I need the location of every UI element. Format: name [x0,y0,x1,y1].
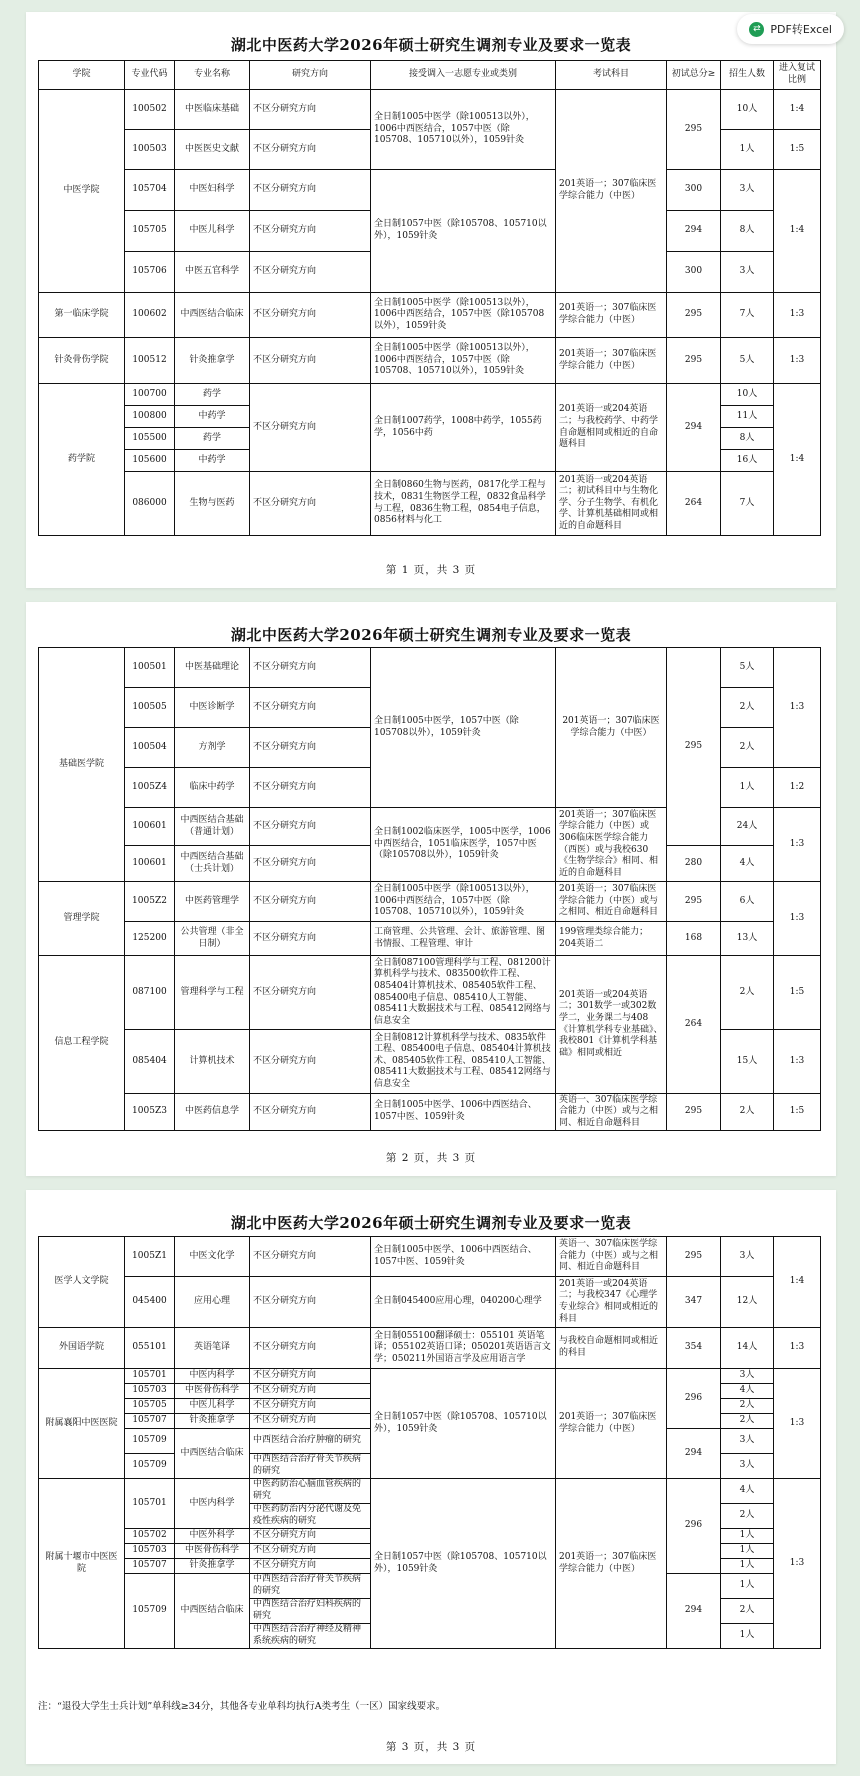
code-cell: 100602 [125,293,175,338]
direction-cell: 不区分研究方向 [250,956,371,1030]
college-cell: 附属十堰市中医医院 [39,1479,125,1649]
direction-cell: 不区分研究方向 [250,1328,371,1369]
college-cell: 第一临床学院 [39,293,125,338]
direction-cell: 中医药防治心脑血管疾病的研究 [250,1479,371,1504]
accepted-major-cell: 全日制1005中医学（除100513以外），1006中西医结合，1057中医（除105708以外），1059针灸 [371,293,556,338]
ratio-cell: 1:3 [774,648,821,768]
college-cell: 中医学院 [39,90,125,293]
quota-cell: 10人 [721,90,774,130]
major-cell: 中医内科学 [175,1479,250,1529]
exam-subject-cell: 201英语一；307临床医学综合能力（中医） [556,648,667,808]
direction-cell: 不区分研究方向 [250,1399,371,1414]
score-cell: 296 [667,1479,721,1574]
accepted-major-cell: 全日制1005中医学（除100513以外），1006中西医结合，1057中医（除105708、105710以外），1059针灸 [371,90,556,170]
code-cell: 105705 [125,211,175,252]
direction-cell: 不区分研究方向 [250,688,371,728]
page-number: 第 1 页，共 3 页 [385,564,477,576]
table-row [39,1479,821,1504]
quota-cell: 13人 [721,922,774,956]
direction-cell: 不区分研究方向 [250,1529,371,1544]
major-cell: 公共管理（非全日制） [175,922,250,956]
header-cell: 专业名称 [175,61,250,90]
adjustment-table [38,647,821,1131]
exam-subject-cell: 201英语一或204英语二；与我校347《心理学专业综合》相同或相近的科目 [556,1277,667,1328]
ratio-cell: 1:5 [774,1094,821,1131]
major-cell: 中医骨伤科学 [175,1384,250,1399]
exam-subject-cell: 201英语一；307临床医学综合能力（中医）或306临床医学综合能力（西医）或与我校630《生物学综合》相同、相近的自命题科目 [556,808,667,882]
score-cell: 295 [667,338,721,384]
major-cell: 中医儿科学 [175,211,250,252]
exam-subject-cell: 201英语一或204英语二；301数学一或302数学二，业务课二与408《计算机学科专业基础》、我校801《计算机学科基础》相同或相近 [556,956,667,1094]
direction-cell: 不区分研究方向 [250,768,371,808]
table-row [39,338,821,384]
quota-cell: 2人 [721,1399,774,1414]
quota-cell: 1人 [721,1544,774,1559]
page-title: 湖北中医药大学2026年硕士研究生调剂专业及要求一览表 [230,626,632,644]
header-row [39,61,821,90]
accepted-major-cell: 全日制0812计算机科学与技术、0835软件工程、085400电子信息、085404计算机技术、085405软件工程、085410人工智能、085411大数据技术与工程、085412网络与信息安全 [371,1030,556,1094]
direction-cell: 不区分研究方向 [250,384,371,472]
college-cell: 针灸骨伤学院 [39,338,125,384]
table-row [39,1237,821,1277]
major-cell: 中医内科学 [175,1369,250,1384]
direction-cell: 不区分研究方向 [250,1544,371,1559]
exam-subject-cell: 201英语一；307临床医学综合能力（中医）或与之相同、相近自命题科目 [556,882,667,922]
direction-cell: 不区分研究方向 [250,1414,371,1429]
quota-cell: 24人 [721,808,774,846]
page-number: 第 3 页，共 3 页 [385,1741,477,1753]
score-cell: 300 [667,170,721,211]
exam-subject-cell: 199管理类综合能力；204英语二 [556,922,667,956]
score-cell: 296 [667,1369,721,1429]
table-row [39,1369,821,1384]
code-cell: 100800 [125,406,175,428]
code-cell: 105600 [125,450,175,472]
accepted-major-cell: 全日制1005中医学（除100513以外），1006中西医结合，1057中医（除105708、105710以外），1059针灸 [371,882,556,922]
accepted-major-cell: 全日制1005中医学、1006中西医结合、1057中医、1059针灸 [371,1237,556,1277]
accepted-major-cell: 全日制1007药学，1008中药学，1055药学，1056中药 [371,384,556,472]
accepted-major-cell: 全日制045400应用心理，040200心理学 [371,1277,556,1328]
score-cell: 347 [667,1277,721,1328]
code-cell: 105709 [125,1429,175,1454]
major-cell: 中医文化学 [175,1237,250,1277]
major-cell: 中医儿科学 [175,1399,250,1414]
ratio-cell: 1:5 [774,130,821,170]
ratio-cell: 1:3 [774,1479,821,1649]
major-cell: 中医诊断学 [175,688,250,728]
major-cell: 英语笔译 [175,1328,250,1369]
direction-cell: 中医药防治内分泌代谢及免疫性疾病的研究 [250,1504,371,1529]
pdf-to-excel-label: PDF转Excel [770,23,832,36]
header-cell: 进入复试比例 [774,61,821,90]
code-cell: 085404 [125,1030,175,1094]
major-cell: 中药学 [175,450,250,472]
code-cell: 105704 [125,170,175,211]
code-cell: 100601 [125,846,175,882]
quota-cell: 4人 [721,1384,774,1399]
major-cell: 针灸推拿学 [175,1559,250,1574]
direction-cell: 不区分研究方向 [250,1559,371,1574]
exam-subject-cell: 英语一、307临床医学综合能力（中医）或与之相同、相近自命题科目 [556,1237,667,1277]
quota-cell: 10人 [721,384,774,406]
direction-cell: 不区分研究方向 [250,808,371,846]
quota-cell: 6人 [721,882,774,922]
quota-cell: 2人 [721,728,774,768]
pdf-page-1 [26,12,836,588]
pdf-page-3 [26,1190,836,1764]
quota-cell: 2人 [721,688,774,728]
page-title: 湖北中医药大学2026年硕士研究生调剂专业及要求一览表 [230,36,632,54]
quota-cell: 3人 [721,170,774,211]
quota-cell: 3人 [721,252,774,293]
quota-cell: 7人 [721,472,774,536]
exam-subject-cell: 与我校自命题相同或相近的科目 [556,1328,667,1369]
table-row [39,1328,821,1369]
major-cell: 应用心理 [175,1277,250,1328]
quota-cell: 2人 [721,1504,774,1529]
code-cell: 055101 [125,1328,175,1369]
college-cell: 药学院 [39,384,125,536]
major-cell: 生物与医药 [175,472,250,536]
major-cell: 药学 [175,384,250,406]
major-cell: 中西医结合临床 [175,1429,250,1479]
header-cell: 接受调入一志愿专业或类别 [371,61,556,90]
exam-subject-cell: 201英语一；307临床医学综合能力（中医） [556,338,667,384]
code-cell: 105701 [125,1479,175,1529]
direction-cell: 不区分研究方向 [250,338,371,384]
pdf-to-excel-button[interactable] [737,14,844,44]
quota-cell: 3人 [721,1454,774,1479]
code-cell: 087100 [125,956,175,1030]
adjustment-table [38,60,821,536]
quota-cell: 2人 [721,956,774,1030]
direction-cell: 不区分研究方向 [250,1369,371,1384]
code-cell: 105707 [125,1414,175,1429]
score-cell: 295 [667,882,721,922]
exam-subject-cell: 201英语一；307临床医学综合能力（中医） [556,90,667,293]
college-cell: 信息工程学院 [39,956,125,1131]
ratio-cell: 1:5 [774,956,821,1030]
direction-cell: 中西医结合治疗妇科疾病的研究 [250,1599,371,1624]
code-cell: 1005Z3 [125,1094,175,1131]
major-cell: 针灸推拿学 [175,1414,250,1429]
major-cell: 中医基础理论 [175,648,250,688]
ratio-cell: 1:4 [774,170,821,293]
college-cell: 医学人文学院 [39,1237,125,1328]
header-cell: 研究方向 [250,61,371,90]
ratio-cell: 1:4 [774,384,821,536]
table-row [39,648,821,688]
exam-subject-cell: 201英语一；307临床医学综合能力（中医） [556,1479,667,1649]
code-cell: 105703 [125,1544,175,1559]
ratio-cell: 1:3 [774,808,821,882]
major-cell: 中医外科学 [175,1529,250,1544]
code-cell: 105706 [125,252,175,293]
major-cell: 中医临床基础 [175,90,250,130]
accepted-major-cell: 全日制1057中医（除105708、105710以外），1059针灸 [371,170,556,293]
quota-cell: 8人 [721,211,774,252]
exam-subject-cell: 201英语一或204英语二；与我校药学、中药学自命题相同或相近的自命题科目 [556,384,667,472]
quota-cell: 2人 [721,1599,774,1624]
exam-subject-cell: 201英语一；307临床医学综合能力（中医） [556,293,667,338]
excel-icon: ⇄ [749,22,764,37]
quota-cell: 5人 [721,338,774,384]
direction-cell: 中西医结合治疗骨关节疾病的研究 [250,1454,371,1479]
quota-cell: 8人 [721,428,774,450]
major-cell: 中药学 [175,406,250,428]
direction-cell: 不区分研究方向 [250,130,371,170]
quota-cell: 1人 [721,1624,774,1649]
major-cell: 中医药信息学 [175,1094,250,1131]
quota-cell: 1人 [721,1529,774,1544]
code-cell: 100700 [125,384,175,406]
major-cell: 针灸推拿学 [175,338,250,384]
accepted-major-cell: 全日制087100管理科学与工程、081200计算机科学与技术、083500软件工程、085404计算机技术、085405软件工程、085400电子信息、085410人工智能、085411大数据技术与工程、085412网络与信息安全 [371,956,556,1030]
exam-subject-cell: 201英语一；307临床医学综合能力（中医） [556,1369,667,1479]
score-cell: 264 [667,956,721,1094]
ratio-cell: 1:3 [774,1328,821,1369]
score-cell: 294 [667,1574,721,1649]
ratio-cell: 1:3 [774,293,821,338]
header-cell: 考试科目 [556,61,667,90]
accepted-major-cell: 全日制1005中医学，1057中医（除105708以外），1059针灸 [371,648,556,808]
table-row [39,90,821,130]
code-cell: 1005Z1 [125,1237,175,1277]
quota-cell: 1人 [721,130,774,170]
quota-cell: 3人 [721,1429,774,1454]
major-cell: 中医医史文献 [175,130,250,170]
major-cell: 中西医结合临床 [175,1574,250,1649]
major-cell: 中西医结合临床 [175,293,250,338]
code-cell: 105703 [125,1384,175,1399]
major-cell: 计算机技术 [175,1030,250,1094]
code-cell: 125200 [125,922,175,956]
table-row [39,882,821,922]
table-row [39,472,821,536]
ratio-cell: 1:4 [774,90,821,130]
quota-cell: 2人 [721,1414,774,1429]
page-number: 第 2 页，共 3 页 [385,1152,477,1164]
quota-cell: 12人 [721,1277,774,1328]
accepted-major-cell: 全日制1057中医（除105708、105710以外），1059针灸 [371,1369,556,1479]
direction-cell: 不区分研究方向 [250,882,371,922]
table-row [39,293,821,338]
header-cell: 专业代码 [125,61,175,90]
code-cell: 105709 [125,1454,175,1479]
accepted-major-cell: 全日制1002临床医学，1005中医学，1006中西医结合，1051临床医学，1057中医（除105708以外），1059针灸 [371,808,556,882]
exam-subject-cell: 201英语一或204英语二；初试科目中与生物化学、分子生物学、有机化学、计算机基础相同或相近的自命题科目 [556,472,667,536]
major-cell: 中医妇科学 [175,170,250,211]
code-cell: 105707 [125,1559,175,1574]
accepted-major-cell: 全日制055100翻译硕士：055101 英语笔译；055102英语口译；050201英语语言文学；050211外国语言学及应用语言学 [371,1328,556,1369]
score-cell: 295 [667,1094,721,1131]
quota-cell: 7人 [721,293,774,338]
code-cell: 100502 [125,90,175,130]
accepted-major-cell: 全日制1005中医学、1006中西医结合、1057中医、1059针灸 [371,1094,556,1131]
score-cell: 295 [667,1237,721,1277]
ratio-cell: 1:3 [774,882,821,956]
college-cell: 附属襄阳中医医院 [39,1369,125,1479]
score-cell: 294 [667,384,721,472]
pdf-page-2 [26,602,836,1176]
direction-cell: 不区分研究方向 [250,170,371,211]
college-cell: 基础医学院 [39,648,125,882]
score-cell: 295 [667,90,721,170]
major-cell: 中医药管理学 [175,882,250,922]
direction-cell: 中西医结合治疗肿瘤的研究 [250,1429,371,1454]
quota-cell: 1人 [721,1559,774,1574]
direction-cell: 不区分研究方向 [250,211,371,252]
major-cell: 中医骨伤科学 [175,1544,250,1559]
major-cell: 药学 [175,428,250,450]
header-cell: 招生人数 [721,61,774,90]
code-cell: 086000 [125,472,175,536]
major-cell: 方剂学 [175,728,250,768]
code-cell: 100504 [125,728,175,768]
quota-cell: 16人 [721,450,774,472]
code-cell: 100512 [125,338,175,384]
direction-cell: 不区分研究方向 [250,293,371,338]
quota-cell: 1人 [721,1574,774,1599]
ratio-cell: 1:3 [774,338,821,384]
quota-cell: 11人 [721,406,774,428]
direction-cell: 不区分研究方向 [250,1277,371,1328]
score-cell: 354 [667,1328,721,1369]
quota-cell: 15人 [721,1030,774,1094]
accepted-major-cell: 全日制1057中医（除105708、105710以外），1059针灸 [371,1479,556,1649]
major-cell: 管理科学与工程 [175,956,250,1030]
quota-cell: 14人 [721,1328,774,1369]
direction-cell: 中西医结合治疗神经及精神系统疾病的研究 [250,1624,371,1649]
score-cell: 294 [667,211,721,252]
code-cell: 105709 [125,1574,175,1649]
table-row [39,1277,821,1328]
table-row [39,922,821,956]
direction-cell: 中西医结合治疗骨关节疾病的研究 [250,1574,371,1599]
page-title: 湖北中医药大学2026年硕士研究生调剂专业及要求一览表 [230,1214,632,1232]
code-cell: 045400 [125,1277,175,1328]
quota-cell: 5人 [721,648,774,688]
direction-cell: 不区分研究方向 [250,648,371,688]
direction-cell: 不区分研究方向 [250,846,371,882]
code-cell: 100505 [125,688,175,728]
score-cell: 168 [667,922,721,956]
code-cell: 1005Z2 [125,882,175,922]
major-cell: 中西医结合基础（普通计划） [175,808,250,846]
quota-cell: 2人 [721,1094,774,1131]
college-cell: 管理学院 [39,882,125,956]
header-cell: 初试总分≥ [667,61,721,90]
college-cell: 外国语学院 [39,1328,125,1369]
header-cell: 学院 [39,61,125,90]
ratio-cell: 1:3 [774,1030,821,1094]
score-cell: 264 [667,472,721,536]
code-cell: 100501 [125,648,175,688]
score-cell: 300 [667,252,721,293]
direction-cell: 不区分研究方向 [250,472,371,536]
quota-cell: 4人 [721,846,774,882]
direction-cell: 不区分研究方向 [250,90,371,130]
code-cell: 105705 [125,1399,175,1414]
score-cell: 280 [667,846,721,882]
score-cell: 294 [667,1429,721,1479]
exam-subject-cell: 英语一、307临床医学综合能力（中医）或与之相同、相近自命题科目 [556,1094,667,1131]
direction-cell: 不区分研究方向 [250,1237,371,1277]
ratio-cell: 1:4 [774,1237,821,1328]
major-cell: 临床中药学 [175,768,250,808]
code-cell: 105701 [125,1369,175,1384]
score-cell: 295 [667,648,721,846]
quota-cell: 3人 [721,1369,774,1384]
major-cell: 中医五官科学 [175,252,250,293]
direction-cell: 不区分研究方向 [250,252,371,293]
direction-cell: 不区分研究方向 [250,1030,371,1094]
accepted-major-cell: 全日制1005中医学（除100513以外），1006中西医结合，1057中医（除105708、105710以外），1059针灸 [371,338,556,384]
code-cell: 100503 [125,130,175,170]
direction-cell: 不区分研究方向 [250,922,371,956]
direction-cell: 不区分研究方向 [250,728,371,768]
table-row [39,384,821,406]
quota-cell: 3人 [721,1237,774,1277]
accepted-major-cell: 工商管理、公共管理、会计、旅游管理、图书情报、工程管理、审计 [371,922,556,956]
table-row [39,1094,821,1131]
table-row [39,956,821,1030]
table-row [39,170,821,211]
code-cell: 105500 [125,428,175,450]
code-cell: 105702 [125,1529,175,1544]
quota-cell: 4人 [721,1479,774,1504]
ratio-cell: 1:3 [774,1369,821,1479]
code-cell: 1005Z4 [125,768,175,808]
quota-cell: 1人 [721,768,774,808]
direction-cell: 不区分研究方向 [250,1094,371,1131]
footnote: 注：“退役大学生士兵计划”单科线≥34分，其他各专业单科均执行A类考生（一区）国家线要求。 [38,1701,446,1712]
score-cell: 295 [667,293,721,338]
adjustment-table [38,1236,821,1649]
ratio-cell: 1:2 [774,768,821,808]
direction-cell: 不区分研究方向 [250,1384,371,1399]
accepted-major-cell: 全日制0860生物与医药，0817化学工程与技术，0831生物医学工程，0832食品科学与工程，0836生物工程，0854电子信息，0856材料与化工 [371,472,556,536]
code-cell: 100601 [125,808,175,846]
major-cell: 中西医结合基础（士兵计划） [175,846,250,882]
